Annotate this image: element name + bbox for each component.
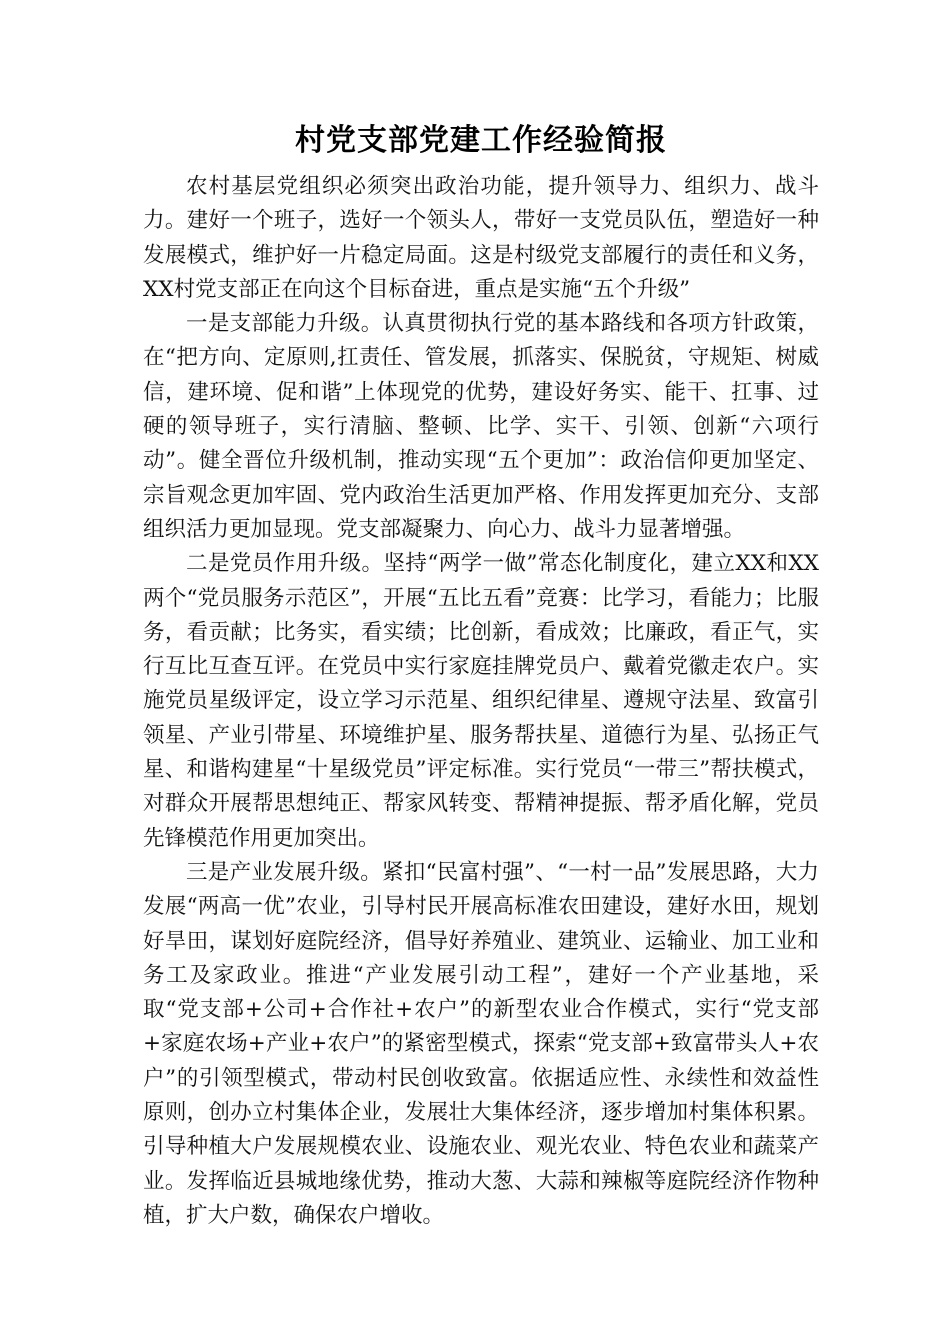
document-body — [143, 118, 819, 1233]
paragraph-industry-development: 三是产业发展升级。紧扣“民富村强”、“一村一品”发展思路，大力发展“两高一优”农业，引导村民开展高标准农田建设，建好水田，规划好旱田，谋划好庭院经济，倡导好养殖业、建筑业、运输业、加工业和务工及家政业。推进“产业发展引动工程”，建好一个产业基地，采取“党支部+公司+合作社+农户”的新型农业合作模式，实行“党支部+家庭农场+产业+农户”的紧密型模式，探索“党支部+致富带头人+农户”的引领型模式，带动村民创收致富。依据适应性、永续性和效益性原则，创办立村集体企业，发展壮大集体经济，逐步增加村集体积累。引导种植大户发展规模农业、设施农业、观光农业、特色农业和蔬菜产业。发挥临近县城地缘优势，推动大葱、大蒜和辣椒等庭院经济作物种植，扩大户数，确保农户增收。 — [143, 859, 819, 1228]
paragraph-member-role: 二是党员作用升级。坚持“两学一做”常态化制度化，建立XX和XX两个“党员服务示范区”，开展“五比五看”竞赛：比学习，看能力；比服务，看贡献；比务实，看实绩；比创新，看成效；比廉政，看正气，实行互比互查互评。在党员中实行家庭挂牌党员户、戴着党徽走农户。实施党员星级评定，设立学习示范星、组织纪律星、遵规守法星、致富引领星、产业引带星、环境维护星、服务帮扶星、道德行为星、弘扬正气星、和谐构建星“十星级党员”评定标准。实行党员“一带三”帮扶模式，对群众开展帮思想纯正、帮家风转变、帮精神提振、帮矛盾化解，党员先锋模范作用更加突出。 — [143, 551, 819, 851]
paragraph-intro: 农村基层党组织必须突出政治功能，提升领导力、组织力、战斗力。建好一个班子，选好一个领头人，带好一支党员队伍，塑造好一种发展模式，维护好一片稳定局面。这是村级党支部履行的责任和义务，XX村党支部正在向这个目标奋进，重点是实施“五个升级” — [143, 174, 819, 302]
document-title: 村党支部党建工作经验简报 — [295, 123, 667, 158]
paragraph-branch-capability: 一是支部能力升级。认真贯彻执行党的基本路线和各项方针政策，在“把方向、定原则,扛责任、管发展，抓落实、保脱贫，守规矩、树威信，建环境、促和谐”上体现党的优势，建设好务实、能干、扛事、过硬的领导班子，实行清脑、整顿、比学、实干、引领、创新“六项行动”。健全晋位升级机制，推动实现“五个更加”：政治信仰更加坚定、宗旨观念更加牢固、党内政治生活更加严格、作用发挥更加充分、支部组织活力更加显现。党支部凝聚力、向心力、战斗力显著增强。 — [143, 311, 819, 542]
